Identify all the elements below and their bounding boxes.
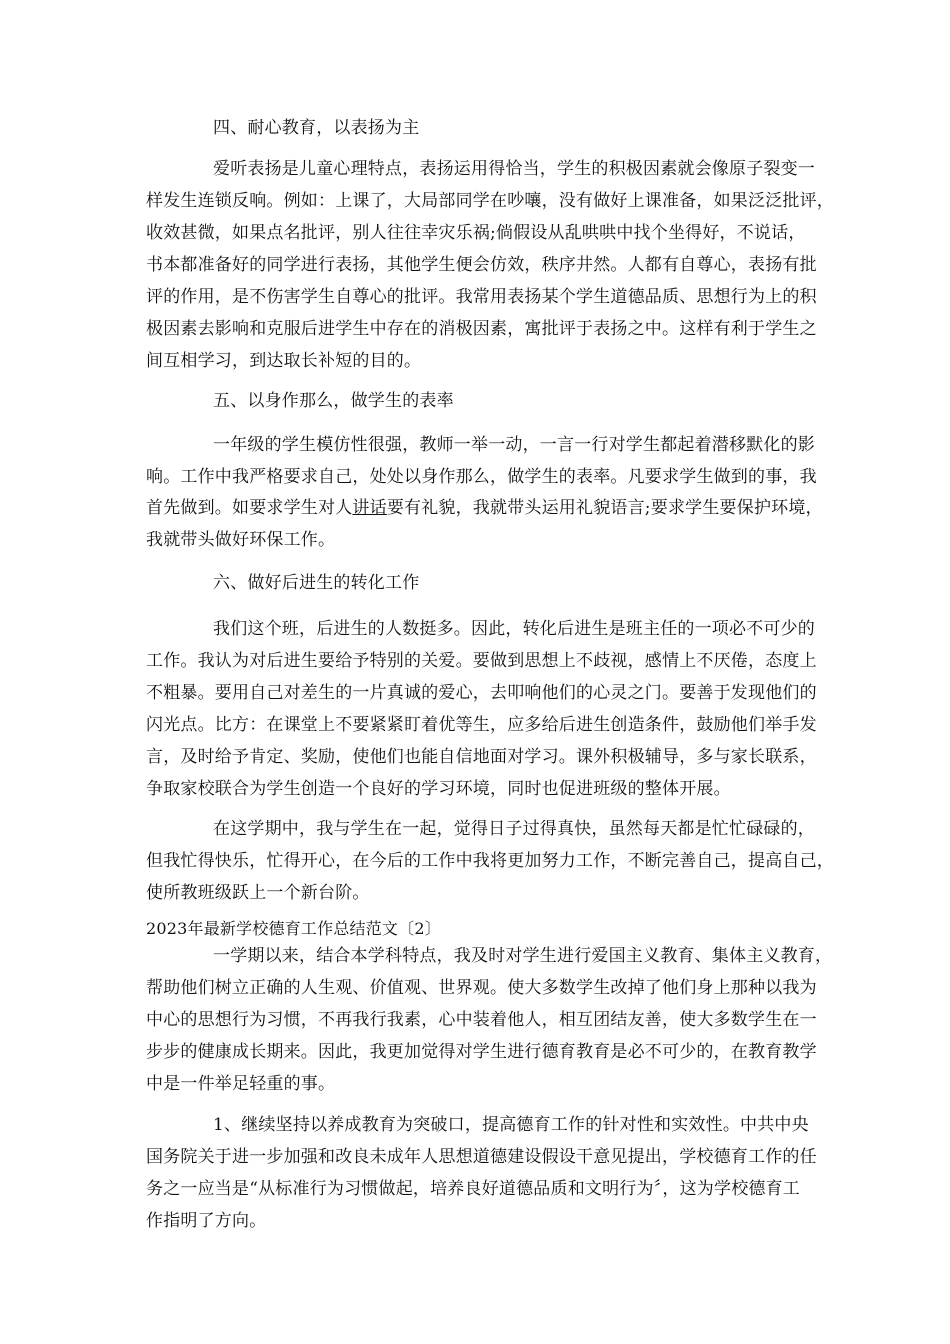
- paragraph-line: 国务院关于进一步加强和改良未成年人思想道德建设假设干意见提出，学校德育工作的任: [146, 1147, 817, 1167]
- section-heading: 五、以身作那么，做学生的表率: [213, 391, 454, 411]
- paragraph-line: 一学期以来，结合本学科特点，我及时对学生进行爱国主义教育、集体主义教育，: [213, 946, 833, 966]
- paragraph-line: 我们这个班，后进生的人数挺多。因此，转化后进生是班主任的一项必不可少的: [213, 619, 815, 639]
- paragraph-line: [146, 497, 823, 519]
- paragraph-line: 争取家校联合为学生创造一个良好的学习环境，同时也促进班级的整体开展。: [146, 779, 731, 799]
- paragraph-line: 收效甚微，如果点名批评，别人往往幸灾乐祸;倘假设从乱哄哄中找个坐得好，不说话，: [146, 223, 806, 243]
- paragraph-line: 在这学期中，我与学生在一起，觉得日子过得真快，虽然每天都是忙忙碌碌的，: [213, 819, 815, 839]
- paragraph-line: 1、继续坚持以养成教育为突破口，提高德育工作的针对性和实效性。中共中央: [213, 1115, 809, 1135]
- paragraph-line: 间互相学习，到达取长补短的目的。: [146, 351, 422, 371]
- paragraph-line: 一年级的学生模仿性很强，教师一举一动，一言一行对学生都起着潜移默化的影: [213, 435, 815, 455]
- paragraph-line: 但我忙得快乐，忙得开心，在今后的工作中我将更加努力工作，不断完善自己，提高自己，: [146, 851, 834, 871]
- text-span: 要有礼貌，我就带头运用礼貌语言;要求学生要保护环境，: [386, 498, 823, 518]
- section-heading: 六、做好后进生的转化工作: [213, 573, 420, 593]
- article-title: 2023年最新学校德育工作总结范文〔2〕: [146, 919, 441, 938]
- paragraph-line: 中是一件举足轻重的事。: [146, 1074, 336, 1094]
- paragraph-line: 样发生连锁反响。例如：上课了，大局部同学在吵嚷，没有做好上课准备，如果泛泛批评，: [146, 191, 834, 211]
- paragraph-line: 帮助他们树立正确的人生观、价值观、世界观。使大多数学生改掉了他们身上那种以我为: [146, 978, 817, 998]
- paragraph-line: 我就带头做好环保工作。: [146, 530, 336, 550]
- paragraph-line: 不粗暴。要用自己对差生的一片真诚的爱心，去叩响他们的心灵之门。要善于发现他们的: [146, 683, 817, 703]
- section-heading: 四、耐心教育，以表扬为主: [213, 118, 420, 138]
- paragraph-line: 步步的健康成长期来。因此，我更加觉得对学生进行德育教育是必不可少的，在教育教学: [146, 1042, 817, 1062]
- paragraph-line: 工作。我认为对后进生要给予特别的关爱。要做到思想上不歧视，感情上不厌倦，态度上: [146, 651, 817, 671]
- paragraph-line: 书本都准备好的同学进行表扬，其他学生便会仿效，秩序井然。人都有自尊心，表扬有批: [146, 255, 817, 275]
- text-span: 首先做到。如要求学生对人: [146, 498, 353, 518]
- paragraph-line: 中心的思想行为习惯，不再我行我素，心中装着他人，相互团结友善，使大多数学生在一: [146, 1010, 817, 1030]
- paragraph-line: 闪光点。比方：在课堂上不要紧紧盯着优等生，应多给后进生创造条件，鼓励他们举手发: [146, 715, 817, 735]
- paragraph-line: 爱听表扬是儿童心理特点，表扬运用得恰当，学生的积极因素就会像原子裂变一: [213, 159, 815, 179]
- paragraph-line: 务之一应当是“从标准行为习惯做起，培养良好道德品质和文明行为〞，这为学校德育工: [146, 1179, 800, 1199]
- paragraph-line: 言，及时给予肯定、奖励，使他们也能自信地面对学习。课外积极辅导，多与家长联系，: [146, 747, 817, 767]
- paragraph-line: 作指明了方向。: [146, 1211, 267, 1231]
- paragraph-line: 评的作用，是不伤害学生自尊心的批评。我常用表扬某个学生道德品质、思想行为上的积: [146, 287, 817, 307]
- paragraph-line: 使所教班级跃上一个新台阶。: [146, 883, 370, 903]
- paragraph-line: 响。工作中我严格要求自己，处处以身作那么，做学生的表率。凡要求学生做到的事，我: [146, 467, 817, 487]
- speech-link[interactable]: 讲话: [352, 498, 387, 518]
- paragraph-line: 极因素去影响和克服后进学生中存在的消极因素，寓批评于表扬之中。这样有利于学生之: [146, 319, 817, 339]
